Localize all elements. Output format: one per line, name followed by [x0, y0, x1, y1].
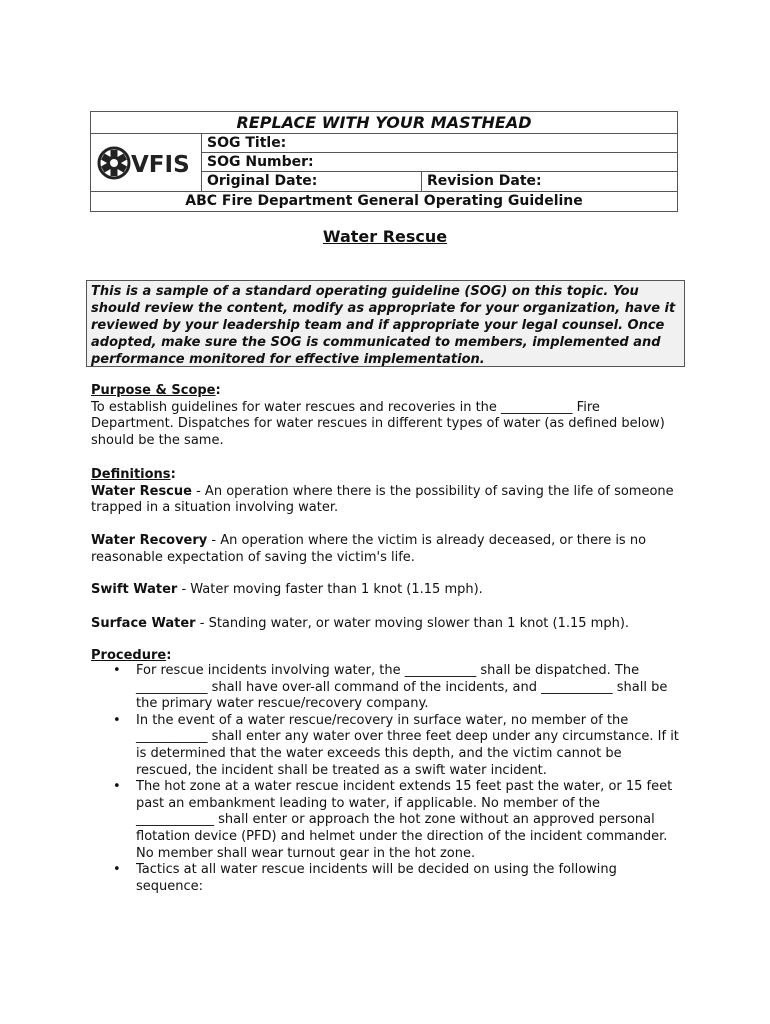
revision-date-field: Revision Date: [427, 173, 542, 189]
purpose-heading: Purpose & Scope [91, 383, 216, 398]
sample-notice-box: This is a sample of a standard operating guideline (SOG) on this topic. You should review the content, modify as appropriate for your organization, have it reviewed by your leadership team and if appropriate your legal counsel. Once adopted, make sure the SOG is communicated to members, implemented and performance monitored for effective implementation. [86, 280, 685, 367]
bullet-icon: • [113, 663, 121, 678]
list-item: • The hot zone at a water rescue incident extends 15 feet past the water, or 15 feet past an embankment leading to water, if applicable. No member of the ____________ shall enter or approach the hot zone without an approved personal flotation device (PFD) and helmet under the direction of the incident commander. No member shall wear turnout gear in the hot zone. [113, 779, 673, 861]
definition-item: Surface Water - Standing water, or water moving slower than 1 knot (1.15 mph). [91, 616, 630, 631]
logo-text: VFIS [131, 151, 190, 178]
vfis-logo-icon [96, 143, 196, 183]
definition-item: Water Recovery - An operation where the victim is already deceased, or there is no reasonable expectation of saving the victim's life. [91, 533, 647, 565]
original-date-field: Original Date: [202, 172, 422, 191]
procedure-heading: Procedure [91, 648, 167, 663]
purpose-section: Purpose & Scope: To establish guidelines for water rescues and recoveries in the ___________ Fire Department. Dispatches for water rescues in different types of water (as defined below) should be the same. [91, 383, 681, 449]
definition-item: Swift Water - Water moving faster than 1 knot (1.15 mph). [91, 582, 483, 597]
procedure-heading-block: Procedure: [91, 648, 172, 663]
document-title: Water Rescue [322, 227, 448, 246]
definitions-heading: Definitions [91, 467, 171, 482]
bullet-icon: • [113, 862, 121, 878]
purpose-text: To establish guidelines for water rescues and recoveries in the ___________ Fire Department. Dispatches for water rescues in different types of water (as defined below) should be the same. [91, 399, 665, 448]
bullet-icon: • [113, 712, 121, 728]
list-item: • Tactics at all water rescue incidents will be decided on using the following sequence: [113, 862, 617, 894]
sog-number-field: SOG Number: [202, 153, 677, 172]
definition-item: Water Rescue - An operation where there is the possibility of saving the life of someone trapped in a situation involving water. [91, 483, 674, 515]
bullet-icon: • [113, 779, 121, 795]
list-item: • In the event of a water rescue/recovery in surface water, no member of the ___________ shall enter any water over three feet deep under any circumstance. If it is determined that the water exceeds this depth, and the victim cannot be rescued, the incident shall be treated as a swift water incident. [113, 712, 679, 778]
list-item: • For rescue incidents involving water, the ___________ shall be dispatched. The ___________ shall have over-all command of the incidents, and ___________ shall be the primary water rescue/recovery company. [113, 663, 668, 712]
masthead-table [90, 111, 678, 212]
masthead-footer: ABC Fire Department General Operating Guideline [185, 193, 583, 209]
masthead-title: REPLACE WITH YOUR MASTHEAD [91, 112, 677, 134]
vfis-logo [91, 134, 202, 191]
sog-title-field: SOG Title: [202, 134, 677, 153]
procedure-list [91, 663, 681, 895]
definitions-section: Definitions: Water Rescue - An operation where there is the possibility of saving the life of someone trapped in a situation involving water. [91, 467, 681, 517]
